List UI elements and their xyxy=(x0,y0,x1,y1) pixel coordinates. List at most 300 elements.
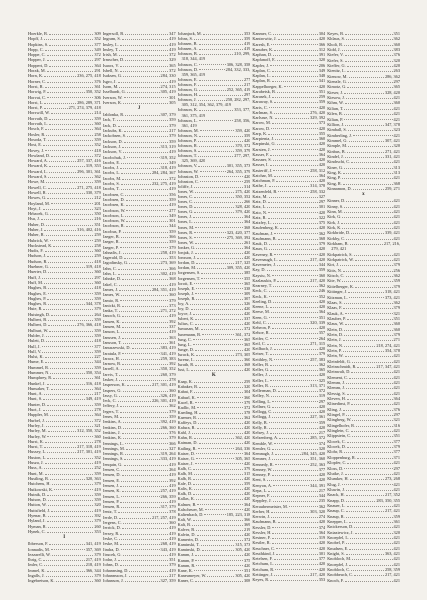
leader-dots xyxy=(194,486,243,490)
entry-name: Kerber, H. xyxy=(252,508,271,514)
entry-name: Hutnik, D. xyxy=(28,491,47,497)
entry-name: Jacobchuk, J. xyxy=(102,154,126,160)
entry-name: Hurley, W. xyxy=(28,433,47,439)
entry-pages: 359 xyxy=(169,414,176,420)
entry-pages: 421 xyxy=(393,95,400,101)
entry-pages: 360 xyxy=(94,433,101,439)
entry-name: Karow, M. xyxy=(252,120,271,126)
entry-name: Jaeger, P. xyxy=(102,244,119,250)
entry-name: Kimotz, G. xyxy=(327,84,347,90)
entry-name: Kauk, D. xyxy=(252,241,269,246)
index-column-3 xyxy=(178,31,251,583)
entry-pages: 217, 420 xyxy=(310,571,326,577)
leader-dots xyxy=(46,338,93,342)
entry-name: Jensen, J. xyxy=(102,482,120,488)
leader-dots xyxy=(47,381,85,385)
leader-dots xyxy=(56,578,94,582)
leader-dots xyxy=(344,449,392,453)
leader-dots xyxy=(120,499,168,503)
entry-name: 325, 369, 420 xyxy=(181,158,206,164)
entry-name: Johnson, C. xyxy=(177,61,198,67)
entry-name: Kinny, S. xyxy=(327,203,344,209)
leader-dots xyxy=(124,462,169,466)
leader-dots xyxy=(125,578,160,582)
entry-pages: 256 xyxy=(393,267,400,273)
entry-pages: 419 xyxy=(169,202,176,208)
leader-dots xyxy=(125,213,168,217)
entry-name: Jagerald, D. xyxy=(102,255,124,261)
entry-pages: 260, 379 xyxy=(160,371,176,377)
entry-pages: 278 xyxy=(169,377,176,382)
entry-name: Kaiser, G. xyxy=(177,455,195,461)
entry-name: Kalb, C. xyxy=(177,465,193,471)
entry-name: Hoppert, D. xyxy=(28,62,49,68)
leader-dots xyxy=(119,536,168,540)
entry-name: Immel, K. xyxy=(28,567,46,573)
entry-name: Karabetsk, B. xyxy=(252,88,276,94)
entry-pages: 297 xyxy=(393,79,400,85)
entry-pages: 421 xyxy=(393,540,400,546)
entry-pages: 306, 328, 358 xyxy=(226,61,251,67)
entry-name: Ihrig, C. xyxy=(28,557,43,563)
entry-pages: 421 xyxy=(393,385,400,391)
leader-dots xyxy=(122,324,168,328)
entry-name: Hosler, R. xyxy=(28,131,46,137)
entry-name: Ketchum, R. xyxy=(252,566,275,572)
entry-name: Knobloch, M. xyxy=(327,556,352,562)
leader-dots xyxy=(346,487,393,491)
entry-pages: 330, 379 xyxy=(85,189,101,195)
entry-name: Insley, T. xyxy=(102,46,119,52)
entry-pages: 419 xyxy=(169,78,176,84)
entry-name: Kennedy, R. xyxy=(252,461,274,467)
entry-pages: 319, 353 xyxy=(85,163,101,169)
entry-pages: 217 xyxy=(169,572,176,578)
entry-name: Kirkpatrick, W. xyxy=(327,257,354,263)
leader-dots xyxy=(279,435,309,439)
entry-name: Isbell, N. xyxy=(102,68,119,74)
entry-pages: 359 xyxy=(94,470,101,476)
leader-dots xyxy=(43,557,84,561)
entry-pages: 376 xyxy=(393,406,400,412)
entry-pages: 379 xyxy=(94,551,101,557)
entry-pages: 379 xyxy=(169,297,176,303)
entry-pages: 361 xyxy=(94,83,101,89)
leader-dots xyxy=(48,259,93,263)
entry-pages: 392 xyxy=(94,513,101,519)
entry-name: Hurley, J. xyxy=(28,422,45,428)
entry-name: Jagodinsky, G. xyxy=(102,260,129,266)
entry-name: Kaner, C. xyxy=(177,577,195,583)
entry-pages: 259 xyxy=(243,379,251,385)
entry-name: Kellerman, D. xyxy=(252,388,277,393)
leader-dots xyxy=(119,84,159,88)
entry-pages: 359 xyxy=(94,332,101,338)
leader-dots xyxy=(268,131,317,135)
entry-pages: 420 xyxy=(243,367,251,373)
entry-name: Jindra, D. xyxy=(102,546,120,552)
leader-dots xyxy=(48,174,93,178)
entry-pages: 383 xyxy=(393,47,400,53)
entry-name: Kihm, W. xyxy=(327,100,344,106)
entry-name: Klutke, J. xyxy=(327,470,344,476)
entry-pages: 284, 284, 367 xyxy=(151,170,176,176)
entry-name: Jensen, D. xyxy=(102,472,121,478)
leader-dots xyxy=(199,62,226,66)
entry-pages: 354, 378 xyxy=(384,347,400,353)
entry-pages: 377 xyxy=(94,343,101,349)
entry-pages: 320 xyxy=(94,502,101,508)
entry-name: Ingebretson, K. xyxy=(28,578,55,584)
entry-pages: 321 xyxy=(94,422,101,428)
entry-name: Kasser, F. xyxy=(252,151,270,157)
leader-dots xyxy=(195,461,243,465)
leader-dots xyxy=(120,245,168,249)
leader-dots xyxy=(269,288,318,292)
entry-pages: 217, 421 xyxy=(384,572,400,578)
entry-pages: 259 xyxy=(94,232,101,238)
entry-name: Kearney, T. xyxy=(252,283,273,288)
entry-pages: 341 xyxy=(318,78,326,84)
leader-dots xyxy=(120,403,168,407)
leader-dots xyxy=(121,181,151,185)
leader-dots xyxy=(272,94,317,98)
entry-name: Jones, W. xyxy=(177,239,194,245)
entry-pages: 352 xyxy=(94,142,101,148)
entry-pages: 421 xyxy=(393,219,400,225)
entry-pages: 307, 379 xyxy=(160,112,176,118)
leader-dots xyxy=(123,388,169,392)
entry-pages: 379 xyxy=(318,351,326,357)
entry-name: Klein, D. xyxy=(327,331,344,337)
leader-dots xyxy=(272,535,318,539)
entry-pages: 217 xyxy=(318,430,326,435)
leader-dots xyxy=(350,535,393,539)
entry-name: Knapp, D. xyxy=(327,497,345,503)
entry-pages: 319 xyxy=(318,535,326,540)
leader-dots xyxy=(196,286,243,290)
leader-dots xyxy=(43,396,85,400)
entry-name: Johnson, P. xyxy=(177,137,197,143)
entry-name: Kloss, D. xyxy=(327,465,344,471)
entry-pages: 268, 419 xyxy=(160,541,176,547)
entry-name: Jonker, G. xyxy=(177,244,196,250)
entry-pages: 301 xyxy=(169,94,176,100)
leader-dots xyxy=(274,252,317,256)
entry-name: 318, 344, 419 xyxy=(181,56,206,62)
leader-dots xyxy=(194,435,234,439)
entry-pages: 421 xyxy=(393,353,400,359)
entry-name: Johns, D. xyxy=(102,562,119,568)
entry-name: Jacobs, T. xyxy=(102,186,120,192)
entry-name: 361, 419 xyxy=(181,122,197,128)
entry-pages: 377 xyxy=(393,438,400,444)
leader-dots xyxy=(120,409,168,413)
entry-name: Iezzarelli, W. xyxy=(28,551,51,557)
leader-dots xyxy=(269,183,310,187)
entry-name: Klemm, J. xyxy=(327,380,345,385)
entry-name: Katzenfeld, B. xyxy=(252,188,278,194)
entry-pages: 359 xyxy=(169,228,176,234)
leader-dots xyxy=(347,460,392,464)
entry-name: Just, L. xyxy=(177,367,191,373)
entry-pages: 212 xyxy=(94,195,101,201)
entry-pages: 359 xyxy=(94,497,101,503)
letter-heading: x xyxy=(362,192,365,198)
leader-dots xyxy=(194,219,243,223)
leader-dots xyxy=(279,257,309,261)
leader-dots xyxy=(270,152,318,156)
entry-name: Jacobson, W. xyxy=(102,207,126,213)
leader-dots xyxy=(48,497,94,501)
leader-dots xyxy=(121,239,168,243)
entry-name: Jurath, R. xyxy=(177,362,195,368)
leader-dots xyxy=(199,143,235,147)
entry-pages: 351 xyxy=(318,314,326,320)
entry-pages: 258, 332 xyxy=(310,188,326,194)
entry-pages: 284, 332, 333, xyxy=(225,66,251,72)
entry-pages: 420 xyxy=(318,104,326,110)
leader-dots xyxy=(121,186,168,190)
leader-dots xyxy=(195,362,243,366)
entry-pages: 316, 418 xyxy=(85,380,101,386)
leader-dots xyxy=(120,562,168,566)
entry-name: Kalscheuer, M. xyxy=(177,506,204,512)
entry-pages: 303, 320 xyxy=(310,508,326,514)
leader-dots xyxy=(193,466,243,470)
entry-name: Isom, M. xyxy=(102,83,119,89)
entry-name: Kirkby, C. xyxy=(327,235,346,241)
entry-pages: 421 xyxy=(393,481,400,487)
leader-dots xyxy=(273,299,317,303)
entry-name: Kaiser, D. xyxy=(177,450,195,456)
leader-dots xyxy=(274,231,317,235)
entry-pages: 377 xyxy=(318,556,326,561)
entry-pages: 420 xyxy=(318,251,326,257)
leader-dots xyxy=(118,271,160,275)
entry-name: Huber, R. xyxy=(28,232,45,238)
leader-dots xyxy=(194,209,234,213)
leader-dots xyxy=(347,439,393,443)
entry-name: Jarvis, T. xyxy=(102,371,119,377)
entry-pages: 360 xyxy=(94,121,101,127)
leader-dots xyxy=(122,176,168,180)
entry-name: Keck, K. xyxy=(252,293,268,299)
leader-dots xyxy=(351,369,392,373)
entry-pages: 217, 420 xyxy=(310,277,326,283)
entry-pages: 420 xyxy=(243,562,251,568)
leader-dots xyxy=(119,282,168,286)
entry-pages: 219 xyxy=(243,527,251,532)
leader-dots xyxy=(267,341,309,345)
leader-dots xyxy=(272,525,317,529)
entry-pages: 420 xyxy=(243,250,251,256)
leader-dots xyxy=(277,278,309,282)
entry-pages: 379 xyxy=(94,572,101,578)
leader-dots xyxy=(271,330,318,334)
entry-pages: 359, 420 xyxy=(235,127,251,133)
entry-name: Ketelsen, F. xyxy=(252,556,273,561)
leader-dots xyxy=(267,477,317,481)
leader-dots xyxy=(198,446,235,450)
entry-pages: 360 xyxy=(94,269,101,275)
entry-pages: 312 xyxy=(318,46,326,52)
leader-dots xyxy=(121,292,168,296)
leader-dots xyxy=(343,170,392,174)
entry-pages: 258 xyxy=(94,242,101,248)
leader-dots xyxy=(274,556,318,560)
entry-pages: 420 xyxy=(243,321,251,327)
entry-pages: 323, 420, 377 xyxy=(226,229,251,235)
leader-dots xyxy=(349,74,384,78)
leader-dots xyxy=(193,517,243,521)
entry-name: Johanson, J. xyxy=(102,578,124,584)
entry-name: Jacobson, L. xyxy=(102,212,125,218)
entry-pages: 319, 418 xyxy=(85,264,101,270)
entry-pages: 359 xyxy=(318,419,326,425)
entry-pages: 216 xyxy=(94,216,101,222)
entry-name: Klohr, R. xyxy=(327,449,344,455)
entry-name: Klumker, H. xyxy=(327,476,349,482)
entry-name: Hurst, K. xyxy=(28,438,44,444)
entry-pages: 319 xyxy=(318,393,326,399)
leader-dots xyxy=(272,273,318,277)
entry-pages: 419 xyxy=(169,530,176,536)
index-column-5 xyxy=(327,31,400,583)
entry-pages: 309, 355, 420 xyxy=(226,265,251,271)
entry-name: Horswill, W. xyxy=(28,110,50,116)
entry-name: Jensen, K. xyxy=(102,488,121,494)
entry-name: Jahn, C. xyxy=(102,265,117,271)
entry-pages: 258, 356, xyxy=(234,117,251,123)
entry-name: Jennings, M. xyxy=(102,445,125,451)
entry-pages: 353, 377, xyxy=(234,107,251,113)
entry-name: Huff, M. xyxy=(28,279,44,285)
entry-pages: 315 xyxy=(243,470,251,476)
entry-name: Knauer, L. xyxy=(327,502,346,508)
entry-pages: 351 xyxy=(243,567,251,573)
entry-name: Kilian, T. xyxy=(327,105,344,111)
leader-dots xyxy=(50,264,85,268)
entry-name: Ingersoll, B. xyxy=(102,31,125,36)
entry-pages: 364 xyxy=(243,219,251,225)
entry-name: Horwig, F. xyxy=(28,89,47,95)
leader-dots xyxy=(44,227,76,231)
entry-name: Janka, T. xyxy=(102,308,119,314)
entry-pages: 368 xyxy=(169,276,176,282)
leader-dots xyxy=(120,63,168,67)
leader-dots xyxy=(351,159,392,163)
entry-pages: 275, 369, 392 xyxy=(226,234,251,240)
entry-pages: 217, 257, 419 xyxy=(151,514,176,520)
entry-name: Jeck, C. xyxy=(102,398,117,404)
entry-name: Horst, R. xyxy=(28,83,44,89)
leader-dots xyxy=(119,372,159,376)
leader-dots xyxy=(44,36,93,40)
leader-dots xyxy=(347,503,393,507)
leader-dots xyxy=(191,306,243,310)
entry-name: Keuchner, C. xyxy=(252,545,276,551)
entry-pages: 420 xyxy=(318,125,326,131)
leader-dots xyxy=(50,412,93,416)
leader-dots xyxy=(277,89,318,93)
entry-pages: 252, 365, 419 xyxy=(226,87,251,93)
leader-dots xyxy=(277,262,318,266)
entry-pages: 420 xyxy=(318,209,326,215)
leader-dots xyxy=(272,325,318,329)
leader-dots xyxy=(274,357,309,361)
entry-name: Knudsen, E. xyxy=(327,545,349,551)
leader-dots xyxy=(48,428,76,432)
leader-dots xyxy=(342,214,392,218)
leader-dots xyxy=(201,326,243,330)
entry-name: Kalmer, B. xyxy=(177,501,197,507)
entry-pages: 421 xyxy=(393,460,400,466)
entry-pages: 419 xyxy=(243,41,251,47)
leader-dots xyxy=(122,319,169,323)
leader-dots xyxy=(278,519,318,523)
entry-pages: 368 xyxy=(243,362,251,368)
entry-pages: 372 xyxy=(169,52,176,58)
leader-dots xyxy=(198,163,225,167)
entry-name: Klaus, W. xyxy=(327,321,345,327)
entry-pages: 421 xyxy=(393,502,400,508)
entry-pages: 266 xyxy=(243,199,251,205)
leader-dots xyxy=(194,568,243,572)
entry-pages: 379 xyxy=(393,283,400,289)
entry-name: Huber, J. xyxy=(28,226,44,232)
entry-pages: 379 xyxy=(393,305,400,311)
entry-name: Kienow, M. xyxy=(327,73,348,79)
leader-dots xyxy=(45,47,94,51)
leader-dots xyxy=(41,216,94,220)
entry-name: Jackubs, K. xyxy=(102,128,123,134)
entry-pages: 362 xyxy=(393,36,400,42)
leader-dots xyxy=(191,367,243,371)
entry-pages: 357 xyxy=(318,330,326,336)
leader-dots xyxy=(119,515,151,519)
entry-pages: 377 xyxy=(393,449,400,455)
leader-dots xyxy=(47,57,94,61)
leader-dots xyxy=(272,456,309,460)
leader-dots xyxy=(46,179,93,183)
leader-dots xyxy=(120,414,168,418)
entry-pages: 319, 352 xyxy=(160,154,176,160)
leader-dots xyxy=(346,380,393,384)
leader-dots xyxy=(346,514,393,518)
entry-pages: 379 xyxy=(243,399,251,405)
entry-name: Joliffe, J. xyxy=(177,183,194,189)
leader-dots xyxy=(48,524,94,528)
entry-pages: 351 xyxy=(318,88,326,94)
entry-pages: 364 xyxy=(243,501,251,507)
entry-name: Hudis, F. xyxy=(28,248,44,254)
leader-dots xyxy=(275,115,310,119)
entry-pages: 420 xyxy=(318,246,326,252)
entry-pages: 185, 223, 318 xyxy=(226,511,251,517)
entry-pages: 419 xyxy=(169,46,176,52)
entry-name: Horner, C. xyxy=(28,78,47,84)
leader-dots xyxy=(200,128,235,132)
entry-name: Hume, E. xyxy=(28,359,45,365)
entry-pages: 286, 289, 371 xyxy=(77,99,101,105)
entry-name: Hull, J. xyxy=(28,343,41,349)
entry-name: Horvath, L. xyxy=(28,121,48,127)
leader-dots xyxy=(344,111,393,115)
entry-pages: 420 xyxy=(243,137,251,143)
entry-name: Host, E. xyxy=(28,142,42,148)
entry-name: Kirkbride, D. xyxy=(327,230,351,236)
